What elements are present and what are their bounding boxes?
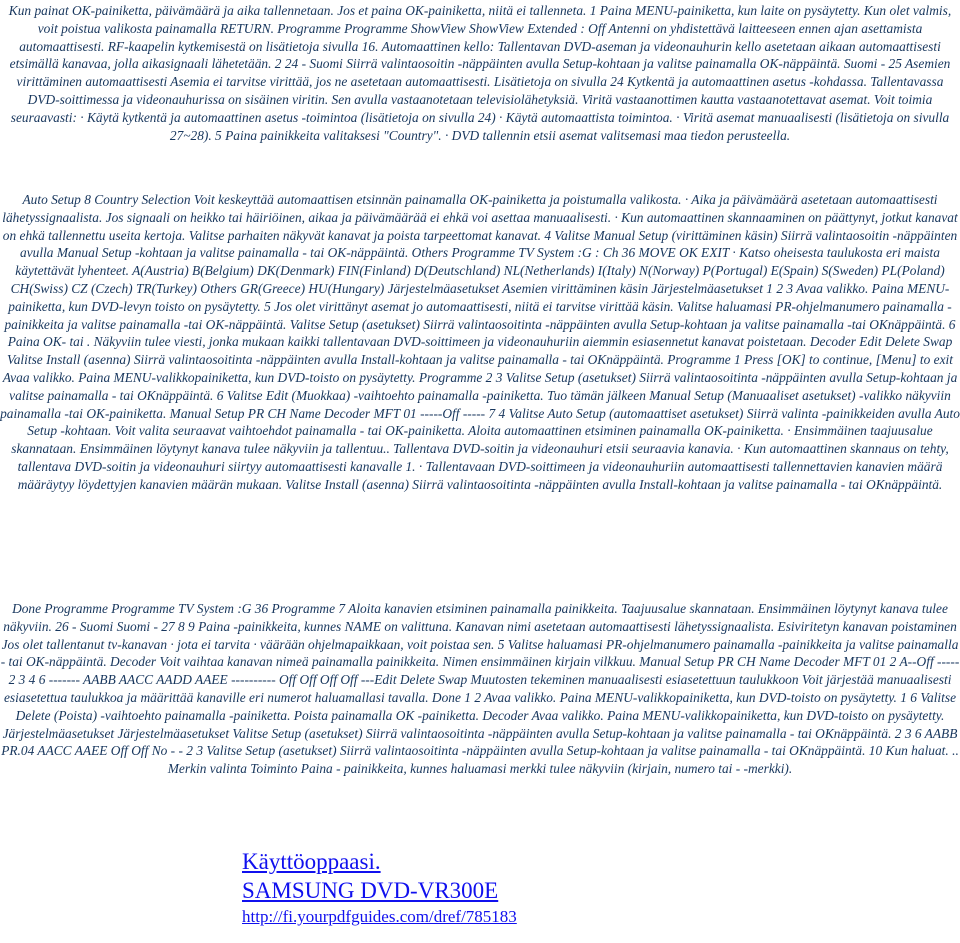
product-model-link[interactable]: SAMSUNG DVD-VR300E xyxy=(242,878,499,903)
text-block-1: Kun painat OK-painiketta, päivämäärä ja aika tallennetaan. Jos et paina OK-painiketta, niitä ei tallenneta. 1 Paina MENU-painiketta, kun laite on pysäytetty. Kun olet valmis, voit poistua valikosta painamalla RETURN. Programme Programme ShowView ShowView Extended : Off Antenni on yhdistettävä laitteeseen ennen ajan asettamista automaattisesti. RF-kaapelin kytkemisestä on lisätietoja sivulla 16. Automaattinen kello: Tallentavan DVD-aseman ja videonauhurin kello asetetaan aikaan automaattisesti etsimällä kanavaa, jolla aikasignaali lähetetään. 2 24 - Suomi Siirrä valintaosoitin -näppäinten avulla Setup-kohtaan ja valitse painamalla OK-näppäintä. Suomi - 25 Asemien virittäminen automaattisesti Asemia ei tarvitse virittää, jos ne asetetaan automaattisesti. Lisätietoja on sivulla 24 Kytkentä ja automaattinen asetus -kohdassa. Tallentavassa DVD-soittimessa ja videonauhurissa on sisäinen viritin. Sen avulla vastaanotetaan televisiolähetyksiä. Viritä vastaanottimen kautta vastaanotettavat asemat. Voit toimia seuraavasti: · Käytä kytkentä ja automaattinen asetus -toimintoa (lisätietoja on sivulla 24) · Käytä automaattista toimintoa. · Viritä asemat manuaalisesti (lisätietoja on sivulla 27~28). 5 Paina painikkeita valitaksesi "Country". · DVD tallennin etsii asemat valitsemasi maa tiedon perusteella. xyxy=(8,3,952,143)
text-block-3: Done Programme Programme TV System :G 36 Programme 7 Aloita kanavien etsiminen painamalla painikkeita. Taajuusalue skannataan. Ensimmäinen löytynyt kanava tulee näkyviin. 26 - Suomi Suomi - 27 8 9 Paina -painikkeita, kunnes NAME on valittuna. Kanavan nimi asetetaan automaattisesti lähetyssignaalista. Esiviritetyn kanavan poistaminen Jos olet tallentanut tv-kanavan · jota ei tarvita · väärään ohjelmapaikkaan, voit poistaa sen. 5 Valitse haluamasi PR-ohjelmanumero painamalla -painikkeita ja valitse painamalla - tai OK-näppäintä. Decoder Voit vaihtaa kanavan nimeä painamalla painikkeita. Nimen ensimmäinen kirjain vilkkuu. Manual Setup PR CH Name Decoder MFT 01 2 A--Off ----- 2 3 4 6 ------- AABB AACC AADD AAEE ---------- Off Off Off Off ---Edit Delete Swap Muutosten tekeminen manuaalisesti esiasetettuun taulukkoon Voit järjestää manuaalisesti esiasetettua taulukkoa ja määrittää kanaville eri numerot haluamallasi tavalla. Done 1 2 Avaa valikko. Paina MENU-valikkopainiketta, kun DVD-toisto on pysäytetty. 1 6 Valitse Delete (Poista) -vaihtoehto painamalla -painiketta. Poista painamalla OK -painiketta. Decoder Avaa valikko. Paina MENU-valikkopainiketta, kun DVD-toisto on pysäytetty. Järjestelmäasetukset Järjestelmäasetukset Valitse Setup (asetukset) Siirrä valintaosoitinta -näppäinten avulla Setup-kohtaan ja valitse painamalla - tai OKnäppäintä. 2 3 6 AABB PR.04 AACC AAEE Off Off No - - 2 3 Valitse Setup (asetukset) Siirrä valintaosoitinta -näppäinten avulla Setup-kohtaan ja valitse painamalla - tai OKnäppäintä. 10 Kun haluat. .. Merkin valinta Toiminto Paina - painikkeita, kunnes haluamasi merkki tulee näkyviin (kirjain, numero tai - -merkki). xyxy=(0,601,960,777)
footer-links xyxy=(242,847,517,929)
guide-title-link[interactable]: Käyttöoppaasi. xyxy=(242,849,381,874)
text-block-2: Auto Setup 8 Country Selection Voit keskeyttää automaattisen etsinnän painamalla OK-painiketta ja poistumalla valikosta. · Aika ja päivämäärä asetetaan automaattisesti lähetyssignaalista. Jos signaali on heikko tai häiriöinen, aikaa ja päivämäärää ei ehkä voi asettaa manuaalisesti. · Kun automaattinen skannaaminen on päättynyt, jotkut kanavat on ehkä tallennettu useita kertoja. Valitse parhaiten näkyvät kanavat ja poista tarpeettomat kanavat. 4 Valitse Manual Setup (virittäminen käsin) Siirrä valintaosoitin -näppäinten avulla Manual Setup -kohtaan ja valitse painamalla - tai OK-näppäintä. Others Programme TV System :G : Ch 36 MOVE OK EXIT · Katso oheisesta taulukosta eri maista käytettävät lyhenteet. A(Austria) B(Belgium) DK(Denmark) FIN(Finland) D(Deutschland) NL(Netherlands) I(Italy) N(Norway) P(Portugal) E(Spain) S(Sweden) PL(Poland) CH(Swiss) CZ (Czech) TR(Turkey) Others GR(Greece) HU(Hungary) Järjestelmäasetukset Asemien virittäminen käsin Järjestelmäasetukset 1 2 3 Avaa valikko. Paina MENU-painiketta, kun DVD-levyn toisto on pysäytetty. 5 Jos olet virittänyt asemat jo automaattisesti, niitä ei tarvitse virittää käsin. Valitse haluamasi PR-ohjelmanumero painamalla -painikkeita ja valitse painamalla -tai OK-näppäintä. Valitse Setup (asetukset) Siirrä valintaosoitinta -näppäinten avulla Setup-kohtaan ja valitse painamalla -tai OKnäppäintä. 6 Paina OK- tai . Näkyviin tulee viesti, jonka mukaan kaikki tallentavaan DVD-soittimeen ja videonauhuriin aiemmin esiasennetut kanavat poistetaan. Decoder Edit Delete Swap Valitse Install (asenna) Siirrä valintaosoitinta -näppäinten avulla Install-kohtaan ja valitse painamalla - tai OKnäppäintä. Programme 1 Press [OK] to continue, [Menu] to exit Avaa valikko. Paina MENU-valikkopainiketta, kun DVD-toisto on pysäytetty. Programme 2 3 Valitse Setup (asetukset) Siirrä valintaosoitinta -näppäinten avulla Setup-kohtaan ja valitse painamalla - tai OKnäppäintä. 6 Valitse Edit (Muokkaa) -vaihtoehto painamalla -painiketta. Tuo tämän jälkeen Manual Setup (Manuaaliset asetukset) -valikko näkyviin painamalla -tai OK-painiketta. Manual Setup PR CH Name Decoder MFT 01 -----Off ----- 7 4 Valitse Auto Setup (automaattiset asetukset) Siirrä valinta -painikkeiden avulla Auto Setup -kohtaan. Voit valita seuraavat vaihtoehdot painamalla - tai OK-painiketta. Aloita automaattinen etsiminen painamalla OK-painiketta. · Ensimmäinen taajuusalue skannataan. Ensimmäinen löytynyt kanava tulee näkyviin ja tallentuu.. Tallentava DVD-soitin ja videonauhuri etsii seuraavia kanavia. · Kun automaattinen skannaus on tehty, tallentava DVD-soitin ja videonauhuri siirtyy automaattisesti kanavalle 1. · Tallentavaan DVD-soittimeen ja videonauhuriin automaattisesti tallennettavien kanavien määrä määräytyy löydettyjen kanavien määrän mukaan. Valitse Install (asenna) Siirrä valintaosoitinta -näppäinten avulla Install-kohtaan ja valitse painamalla - tai OKnäppäintä. xyxy=(0,192,960,492)
guide-url-link[interactable]: http://fi.yourpdfguides.com/dref/785183 xyxy=(242,907,517,926)
